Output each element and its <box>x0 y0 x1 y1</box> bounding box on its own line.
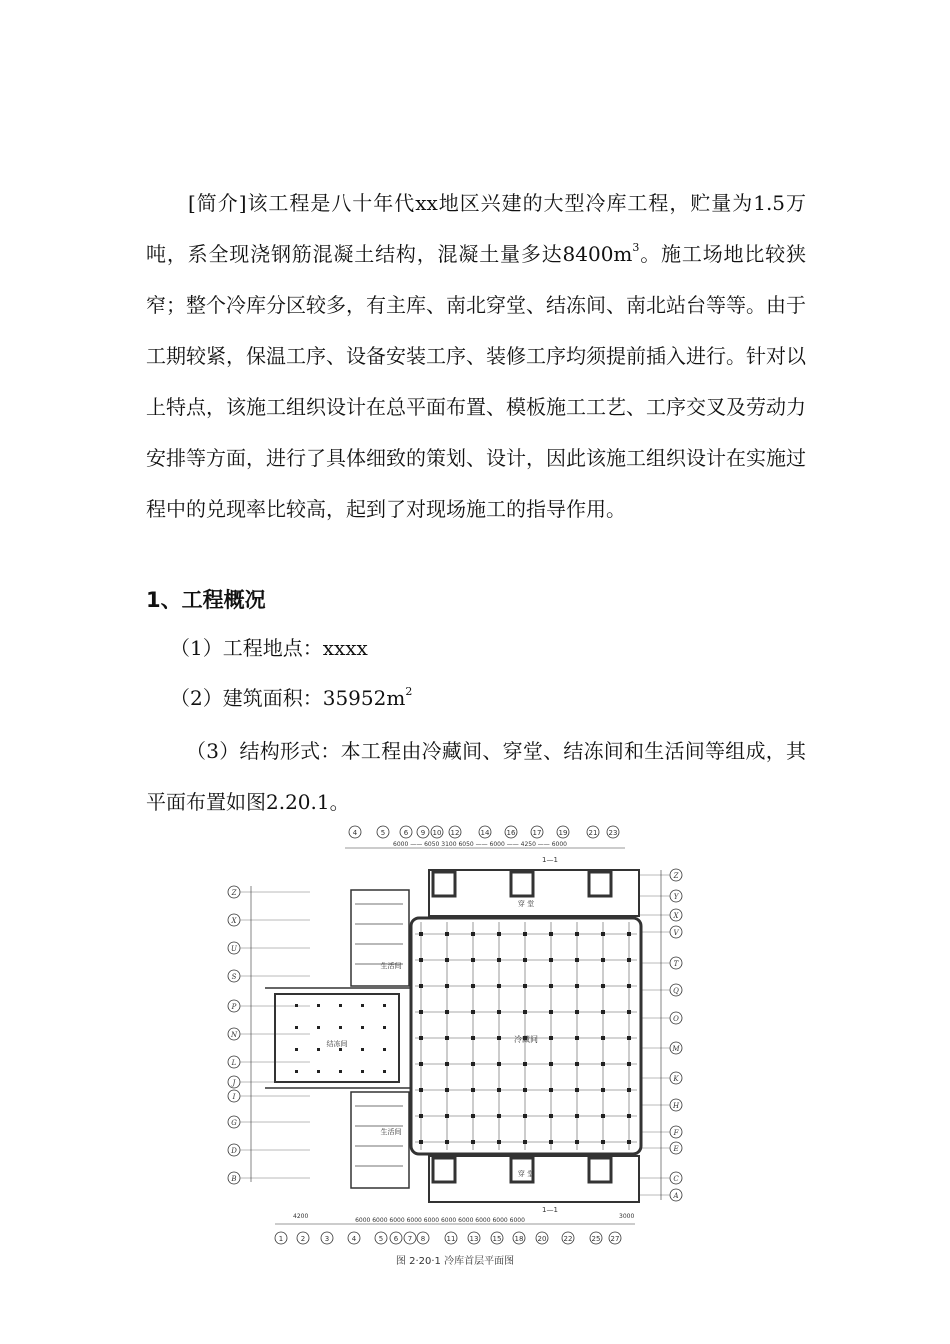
column <box>575 958 579 962</box>
axis-label-right: X <box>673 912 679 920</box>
item-area: （2）建筑面积：$35952m^2$ <box>170 685 413 710</box>
label-freezing-room: 结冻间 <box>326 1040 348 1048</box>
column <box>575 1062 579 1066</box>
freezing-room-wall <box>275 994 399 1082</box>
dimension-text-left: 4200 <box>293 1213 309 1220</box>
label-cold-storage: 冷藏间 <box>514 1035 538 1044</box>
freezing-column <box>317 1004 320 1007</box>
floor-plan-figure <box>215 820 695 1280</box>
hall-stair-core <box>433 872 455 896</box>
column <box>497 1088 501 1092</box>
column <box>549 1010 553 1014</box>
axis-label-bottom: 6 <box>393 1235 399 1243</box>
axis-label-right: Z <box>673 872 679 880</box>
freezing-column <box>339 1070 342 1073</box>
column <box>523 1114 527 1118</box>
column <box>575 1088 579 1092</box>
column <box>471 1114 475 1118</box>
column <box>497 932 501 936</box>
freezing-column <box>383 1048 386 1051</box>
column <box>471 1140 475 1144</box>
column <box>497 1140 501 1144</box>
axis-label-left: G <box>231 1119 237 1127</box>
column <box>419 1114 423 1118</box>
column <box>523 932 527 936</box>
axis-label-left: D <box>231 1147 237 1155</box>
freezing-column <box>361 1048 364 1051</box>
column <box>627 1088 631 1092</box>
intro-paragraph: [简介]该工程是八十年代xx地区兴建的大型冷库工程，贮量为1.5万吨，系全现浇钢筋混凝土结构，混凝土量多达$8400m^3$。施工场地比较狭窄；整个冷库分区较多，有主库、南北穿堂、结冻间、南北站台等等。由于工期较紧，保温工序、设备安装工序、装修工序均须提前插入进行。针对以上特点，该施工组织设计在总平面布置、模板施工工艺、工序交叉及劳动力安排等方面，进行了具体细致的策划、设计，因此该施工组织设计在实施过程中的兑现率比较高，起到了对现场施工的指导作用。 <box>146 191 806 521</box>
item-structure: （3）结构形式：本工程由冷藏间、穿堂、结冻间和生活间等组成，其平面布置如图2.20.1。 <box>146 739 806 814</box>
column <box>601 958 605 962</box>
axis-label-left: U <box>231 945 237 953</box>
axis-label-right: K <box>673 1075 679 1083</box>
axis-label-left: B <box>231 1175 237 1183</box>
axis-label-left: Z <box>231 889 237 897</box>
column <box>471 1036 475 1040</box>
column <box>445 984 449 988</box>
column <box>523 1140 527 1144</box>
dimension-text-right: 3000 <box>619 1213 635 1220</box>
column <box>471 958 475 962</box>
axis-label-bottom: 20 <box>537 1235 547 1243</box>
hall-stair-core <box>433 1158 455 1182</box>
intro-text <box>146 178 806 535</box>
column <box>627 932 631 936</box>
column <box>419 1140 423 1144</box>
freezing-column <box>361 1026 364 1029</box>
column <box>627 1010 631 1014</box>
axis-label-bottom: 11 <box>446 1235 456 1243</box>
axis-label-top: 9 <box>420 829 426 837</box>
label-living-north: 生活间 <box>380 962 402 970</box>
column <box>549 1140 553 1144</box>
axis-label-bottom: 2 <box>300 1235 306 1243</box>
axis-label-left: I <box>232 1093 236 1101</box>
axis-label-right: M <box>672 1045 680 1053</box>
axis-label-left: X <box>231 917 237 925</box>
axis-label-bottom: 13 <box>469 1235 479 1243</box>
axis-label-right: T <box>673 960 679 968</box>
label-south-hall: 穿 堂 <box>517 1170 535 1178</box>
axis-label-bottom: 8 <box>420 1235 426 1243</box>
column <box>523 958 527 962</box>
section-mark-bottom: 1—1 <box>542 1206 558 1214</box>
axis-label-left: P <box>231 1003 237 1011</box>
column <box>419 984 423 988</box>
column <box>419 1036 423 1040</box>
axis-label-bottom: 4 <box>351 1235 357 1243</box>
column <box>627 984 631 988</box>
column <box>601 1036 605 1040</box>
axis-label-top: 14 <box>480 829 490 837</box>
axis-label-right: F <box>673 1129 679 1137</box>
hall-stair-core <box>511 872 533 896</box>
freezing-column <box>339 1048 342 1051</box>
freezing-column <box>295 1004 298 1007</box>
hall-stair-core <box>589 872 611 896</box>
floor-plan-drawing <box>215 820 695 1250</box>
hall-stair-core <box>589 1158 611 1182</box>
column <box>497 1036 501 1040</box>
freezing-column <box>361 1004 364 1007</box>
column <box>601 1062 605 1066</box>
axis-label-right: V <box>673 929 679 937</box>
living-room-north <box>351 890 409 986</box>
column <box>419 1062 423 1066</box>
freezing-column <box>317 1048 320 1051</box>
column <box>575 1036 579 1040</box>
axis-label-right: Q <box>673 987 679 995</box>
column <box>575 984 579 988</box>
column <box>627 958 631 962</box>
column <box>601 932 605 936</box>
axis-label-left: J <box>232 1079 236 1087</box>
column <box>575 1114 579 1118</box>
axis-label-top: 5 <box>380 829 386 837</box>
column <box>445 1114 449 1118</box>
axis-label-top: 17 <box>532 829 542 837</box>
axis-label-top: 23 <box>608 829 618 837</box>
column <box>497 1114 501 1118</box>
column <box>445 1088 449 1092</box>
column <box>549 1114 553 1118</box>
column <box>445 958 449 962</box>
column <box>523 1088 527 1092</box>
axis-label-right: Y <box>673 893 679 901</box>
column <box>471 984 475 988</box>
axis-label-right: O <box>673 1015 679 1023</box>
axis-label-bottom: 1 <box>278 1235 284 1243</box>
column <box>419 932 423 936</box>
column <box>549 958 553 962</box>
column <box>575 932 579 936</box>
column <box>497 1062 501 1066</box>
column <box>523 1062 527 1066</box>
dimension-text-top: 6000 —— 6050 3100 6050 —— 6000 —— 4250 —— 6000 <box>393 841 567 848</box>
section-heading: 1、工程概况 <box>146 588 266 612</box>
freezing-column <box>295 1026 298 1029</box>
axis-label-bottom: 18 <box>514 1235 524 1243</box>
axis-label-left: L <box>231 1059 237 1067</box>
axis-label-top: 19 <box>558 829 568 837</box>
axis-label-bottom: 27 <box>610 1235 620 1243</box>
column <box>523 1010 527 1014</box>
column <box>445 1140 449 1144</box>
axis-label-top: 21 <box>588 829 598 837</box>
axis-label-right: A <box>673 1192 679 1200</box>
freezing-column <box>383 1026 386 1029</box>
axis-label-right: E <box>673 1145 679 1153</box>
column <box>627 1062 631 1066</box>
column <box>497 984 501 988</box>
freezing-column <box>339 1004 342 1007</box>
axis-label-right: C <box>673 1175 679 1183</box>
axis-label-bottom: 7 <box>407 1235 413 1243</box>
column <box>445 1062 449 1066</box>
axis-label-right: H <box>672 1102 680 1110</box>
dimension-text-bottom: 6000 6000 6000 6000 6000 6000 6000 6000 6000 6000 <box>355 1217 525 1224</box>
column <box>601 1114 605 1118</box>
column <box>497 1010 501 1014</box>
axis-label-top: 6 <box>403 829 409 837</box>
axis-label-bottom: 15 <box>492 1235 502 1243</box>
column <box>471 1088 475 1092</box>
freezing-column <box>295 1048 298 1051</box>
column <box>627 1140 631 1144</box>
freezing-column <box>317 1026 320 1029</box>
column <box>549 1036 553 1040</box>
column <box>549 932 553 936</box>
axis-label-bottom: 22 <box>563 1235 573 1243</box>
axis-label-left: S <box>231 973 237 981</box>
column <box>601 1088 605 1092</box>
axis-label-bottom: 25 <box>591 1235 601 1243</box>
column <box>497 958 501 962</box>
label-north-hall: 穿 堂 <box>517 900 535 908</box>
section-mark-top: 1—1 <box>542 856 558 864</box>
column <box>549 1088 553 1092</box>
column <box>523 984 527 988</box>
column <box>445 932 449 936</box>
freezing-column <box>339 1026 342 1029</box>
column <box>549 1062 553 1066</box>
axis-label-top: 10 <box>432 829 442 837</box>
axis-label-top: 12 <box>450 829 460 837</box>
freezing-column <box>295 1070 298 1073</box>
axis-label-top: 4 <box>352 829 358 837</box>
column <box>419 1010 423 1014</box>
figure-caption: 图 2·20·1 冷库首层平面图 <box>395 1256 515 1267</box>
axis-label-top: 16 <box>506 829 516 837</box>
column <box>445 1036 449 1040</box>
freezing-column <box>317 1070 320 1073</box>
axis-label-bottom: 5 <box>378 1235 384 1243</box>
axis-label-bottom: 3 <box>324 1235 330 1243</box>
column <box>575 1140 579 1144</box>
column <box>471 1010 475 1014</box>
living-room-south <box>351 1092 409 1188</box>
column <box>601 1140 605 1144</box>
column <box>445 1010 449 1014</box>
column <box>627 1036 631 1040</box>
column <box>549 984 553 988</box>
column <box>627 1114 631 1118</box>
column <box>601 1010 605 1014</box>
column <box>419 1088 423 1092</box>
column <box>419 958 423 962</box>
freezing-column <box>361 1070 364 1073</box>
freezing-column <box>383 1070 386 1073</box>
column <box>471 1062 475 1066</box>
label-living-south: 生活间 <box>380 1128 402 1136</box>
column <box>471 932 475 936</box>
axis-label-left: N <box>230 1031 238 1039</box>
column <box>601 984 605 988</box>
freezing-column <box>383 1004 386 1007</box>
column <box>575 1010 579 1014</box>
item-location: （1）工程地点：xxxx <box>170 636 368 660</box>
